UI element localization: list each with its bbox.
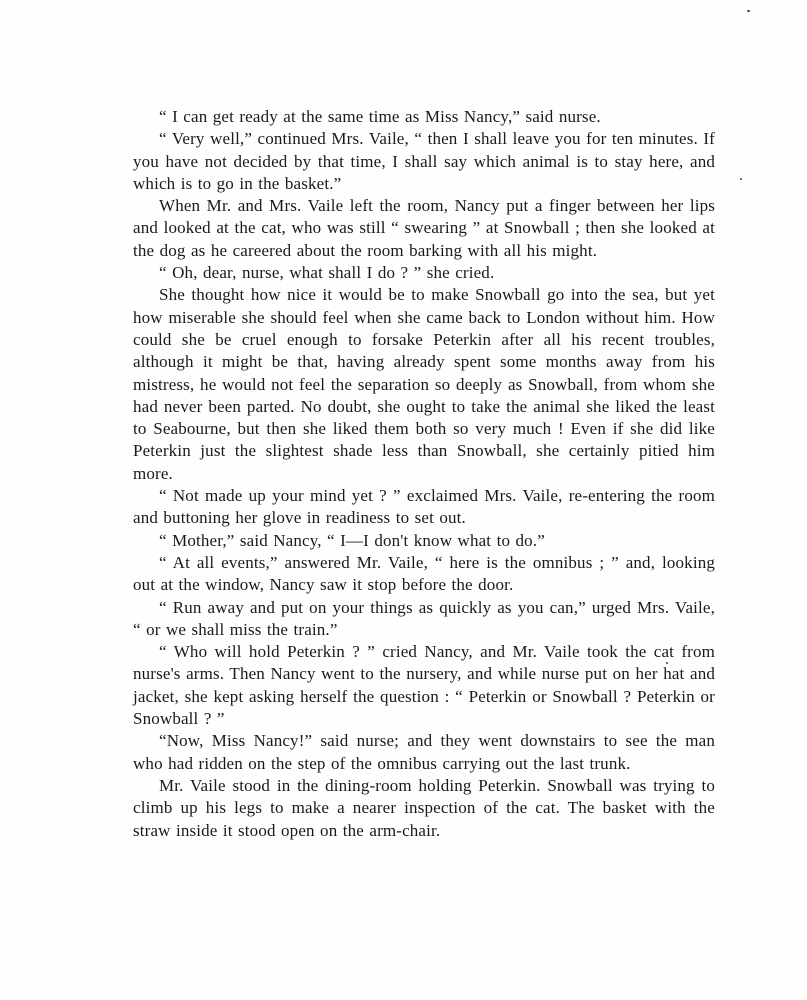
paragraph: “ Oh, dear, nurse, what shall I do ? ” she cried.: [159, 263, 495, 283]
paper-speck: [740, 178, 742, 180]
paragraph: “ I can get ready at the same time as Miss Nancy,” said nurse.: [159, 107, 601, 126]
paragraph: Mr. Vaile stood in the dining-room holding Peterkin. Snowball was trying to climb up his legs to make a nearer inspection of the cat. The basket with the straw inside it stood open on the arm-chair.: [133, 775, 715, 840]
paragraph: “ Very well,” continued Mrs. Vaile, “ then I shall leave you for ten minutes. If you have not decided by that time, I shall say which animal is to stay here, and which is to go in the basket.”: [133, 129, 715, 193]
paragraph: “ Not made up your mind yet ? ” exclaimed Mrs. Vaile, re-entering the room and buttoning her glove in readiness to set out.: [133, 486, 715, 528]
paragraph: “ At all events,” answered Mr. Vaile, “ here is the omnibus ; ” and, looking out at the window, Nancy saw it stop before the door.: [133, 552, 715, 595]
paragraph: “ Who will hold Peterkin ? ” cried Nancy, and Mr. Vaile took the cat from nurse's arms. Then Nancy went to the nursery, and while nurse put on her hat and jacket, she kept asking herself the question : “ Peterkin or Snowball ? Peterkin or Snowball ? ”: [133, 642, 715, 729]
paragraph: “ Mother,” said Nancy, “ I—I don't know what to do.”: [159, 530, 545, 550]
paper-speck: [747, 10, 750, 12]
paragraph: “Now, Miss Nancy!” said nurse; and they went downstairs to see the man who had ridden on the step of the omnibus carrying out the last trunk.: [133, 731, 715, 773]
paragraph: When Mr. and Mrs. Vaile left the room, Nancy put a finger between her lips and looked at the cat, who was still “ swearing ” at Snowball ; then she looked at the dog as he careered about the room barking with all his might.: [133, 196, 715, 260]
body-text: [133, 106, 715, 842]
paragraph: She thought how nice it would be to make Snowball go into the sea, but yet how miserable she should feel when she came back to London without him. How could she be cruel enough to forsake Peterkin after all his recent troubles, although it might be that, having already spent some months away from his mistress, he would not feel the separation so deeply as Snowball, from whom she had never been parted. No doubt, she ought to take the animal she liked the least to Seabourne, but then she liked them both so very much ! Even if she did like Peterkin just the slightest shade less than Snowball, she certainly pitied him more.: [133, 285, 715, 483]
paragraph: “ Run away and put on your things as quickly as you can,” urged Mrs. Vaile, “ or we shall miss the train.”: [133, 597, 715, 639]
